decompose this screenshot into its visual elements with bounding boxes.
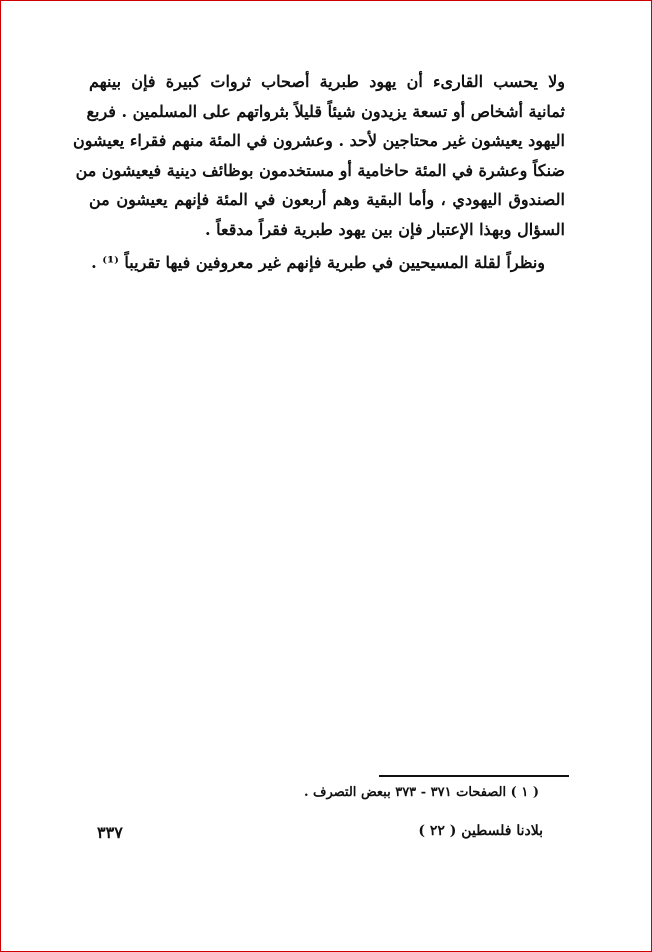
text-line: الصندوق اليهودي ، وأما البقية وهم أربعون في المئة فإنهم يعيشون من [89, 190, 565, 209]
text-line: ثمانية أشخاص أو تسعة يزيدون شيئاً قليلاً بثرواتهم على المسلمين . فربع [86, 101, 565, 121]
footnote-divider [379, 775, 569, 777]
book-page [1, 1, 651, 951]
text-line: ولا يحسب القارىء أن يهود طبرية أصحاب ثروات كبيرة فإن بينهم [89, 72, 565, 91]
running-footer-title: بلادنا فلسطين ( ٢٢ ) [418, 823, 543, 839]
text-line: اليهود يعيشون غير محتاجين لأحد . وعشرون في المئة منهم فقراء يعيشون [72, 131, 565, 150]
page-number: ٣٣٧ [97, 823, 123, 842]
paragraph-1 [72, 67, 565, 244]
footnote: ( ١ ) الصفحات ٣٧١ - ٣٧٣ ببعض التصرف . [303, 785, 539, 800]
paragraph-2 [89, 248, 565, 278]
text-line: ضنكاً وعشرة في المئة حاخامية أو مستخدمون بوظائف دينية فيعيشون من [75, 160, 565, 180]
text-line: السؤال وبهذا الإعتبار فإن بين يهود طبرية فقراً مدقعاً . [204, 219, 565, 239]
body-text [72, 67, 565, 278]
text-line: ونظراً لقلة المسيحيين في طبرية فإنهم غير معروفين فيها تقريباً ⁽¹⁾ . [91, 253, 545, 272]
